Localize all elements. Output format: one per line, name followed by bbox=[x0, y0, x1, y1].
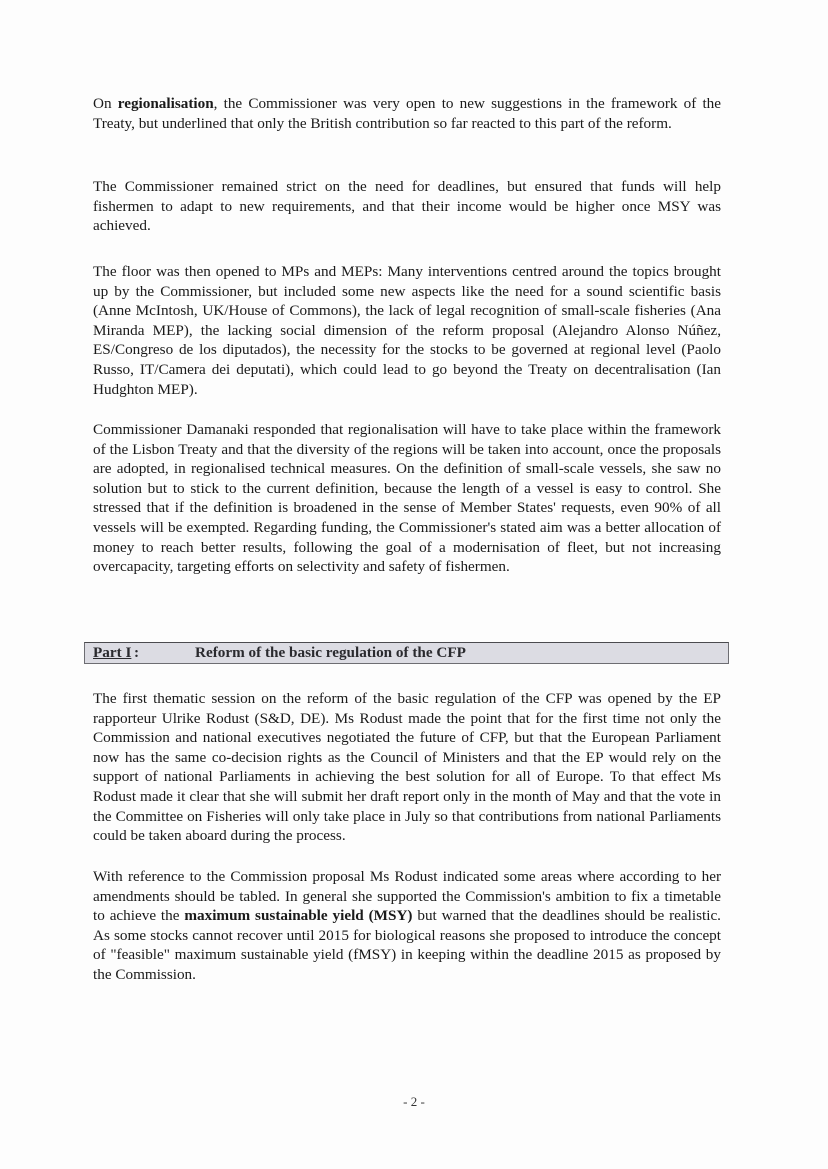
paragraph-damanaki-response bbox=[93, 420, 721, 577]
paragraph-regionalisation bbox=[93, 94, 721, 133]
text: The floor was then opened to MPs and MEPs: Many interventions centred around the topics brought up by the Commissioner, but included some new aspects like the need for a sound scientific basis (Anne McIntosh, UK/House of Commons), the lack of legal recognition of small-scale fisheries (Ana Miranda MEP), the lacking social dimension of the reform proposal (Alejandro Alonso Núñez, ES/Congreso de los diputados), the necessity for the stocks to be governed at regional level (Paolo Russo, IT/Camera dei deputati), which could lead to go beyond the Treaty on decentralisation (Ian Hudghton MEP). bbox=[93, 263, 721, 398]
paragraph-first-session bbox=[93, 689, 721, 846]
paragraph-floor-interventions bbox=[93, 262, 721, 399]
section-title: Reform of the basic regulation of the CFP bbox=[195, 644, 466, 661]
bold-term-regionalisation: regionalisation bbox=[117, 95, 214, 112]
text: On bbox=[93, 95, 118, 112]
section-colon: : bbox=[134, 644, 140, 661]
bold-term-msy: maximum sustainable yield (MSY) bbox=[184, 907, 413, 925]
text: The Commissioner remained strict on the need for deadlines, but ensured that funds will help fishermen to adapt to new requirements, and that their income would be higher once MSY was achieved. bbox=[93, 178, 721, 235]
text: The first thematic session on the reform of the basic regulation of the CFP was opened by the EP rapporteur Ulrike Rodust (S&D, DE). Ms Rodust made the point that for the first time not only the Commission and national executives negotiated the future of CFP, but that the European Parliament now has the same co-decision rights as the Council of Ministers and that the EP would rely on the support of national Parliaments in achieving the best solution for all of Europe. To that effect Ms Rodust made it clear that she will submit her draft report only in the month of May and that the vote in the Committee on Fisheries will only take place in July so that contributions from national Parliaments could be taken aboard during the process. bbox=[93, 690, 721, 845]
page-number: - 2 - bbox=[403, 1094, 425, 1109]
section-header-part-1 bbox=[84, 642, 729, 664]
section-label: Part I bbox=[93, 644, 132, 661]
text: , the Commissioner was very open to new suggestions in the framework of the Treaty, but underlined that only the British contribution so far reacted to this part of the reform. bbox=[93, 95, 721, 132]
paragraph-msy bbox=[93, 867, 721, 985]
text: Commissioner Damanaki responded that regionalisation will have to take place within the framework of the Lisbon Treaty and that the diversity of the regions will be taken into account, once the proposals are adopted, in regionalised technical measures. On the definition of small-scale vessels, she saw no solution but to stick to the current definition, because the length of a vessel is easy to control. She stressed that if the definition is broadened in the sense of Member States' requests, even 90% of all vessels will be exempted. Regarding funding, the Commissioner's stated aim was a better allocation of money to reach better results, following the goal of a modernisation of fleet, but not increasing overcapacity, targeting efforts on selectivity and safety of fishermen. bbox=[93, 421, 721, 576]
text: With reference to the Commission proposal Ms Rodust indicated some areas where according to her amendments should be tabled. In general she supported the Commission's ambition to fix a timetable to achieve the bbox=[93, 868, 721, 925]
paragraph-deadlines bbox=[93, 177, 721, 236]
text: but warned that the deadlines should be realistic. As some stocks cannot recover until 2015 for biological reasons she proposed to introduce the concept of "feasible" maximum sustainable yield (fMSY) in keeping within the deadline 2015 as proposed by the Commission. bbox=[93, 907, 721, 983]
